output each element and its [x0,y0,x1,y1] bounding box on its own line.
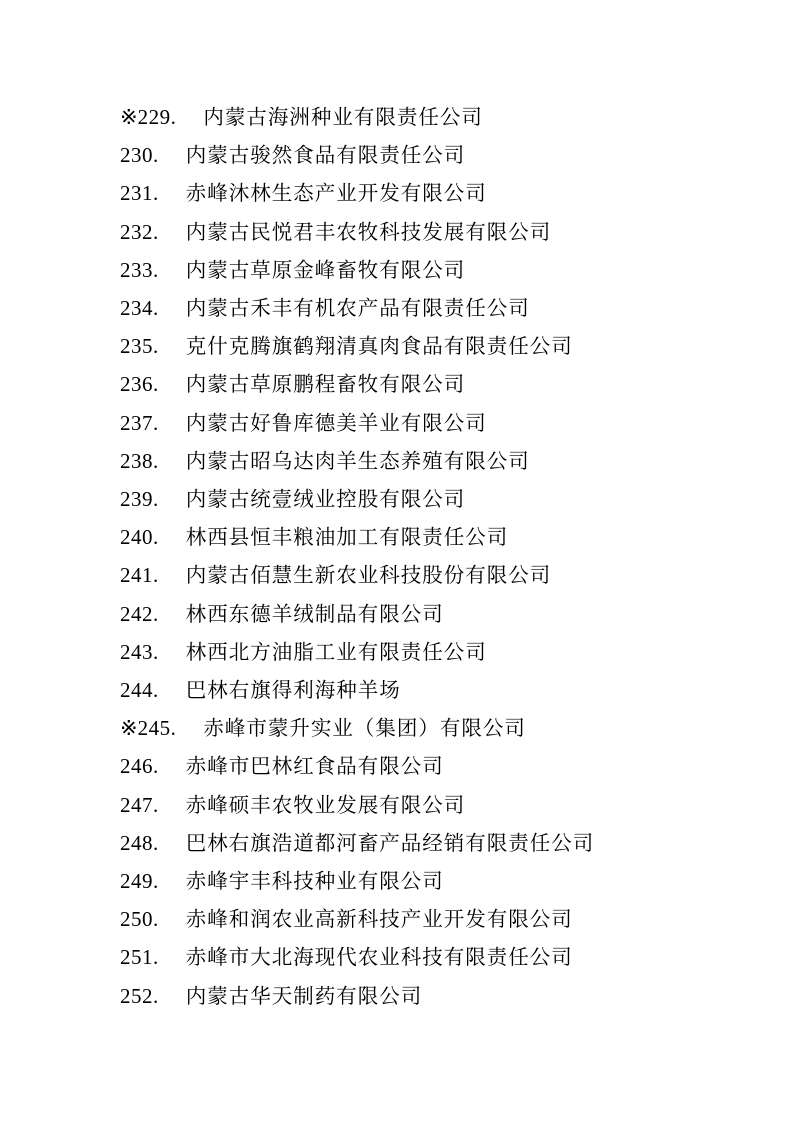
item-number: 244. [120,678,159,703]
item-number: 247. [120,792,159,817]
list-item [120,328,723,366]
item-number: 252. [120,983,159,1008]
list-item [120,405,723,443]
list-item [120,519,723,557]
item-number: 241. [120,563,159,588]
item-number: 251. [120,945,159,970]
item-number: 249. [120,869,159,894]
list-item [120,252,723,290]
list-item [120,366,723,404]
list-item [120,939,723,977]
list-item [120,787,723,825]
item-number: 237. [120,410,159,435]
list-item [120,863,723,901]
list-item [120,710,723,748]
list-item [120,99,723,137]
company-name: 内蒙古统壹绒业控股有限公司 [185,489,466,512]
list-item [120,825,723,863]
item-number: 246. [120,754,159,779]
company-name: 内蒙古草原鹏程畜牧有限公司 [185,374,466,397]
list-item [120,175,723,213]
item-number: 238. [120,448,159,473]
company-name: 内蒙古草原金峰畜牧有限公司 [185,259,466,282]
company-name: 内蒙古昭乌达肉羊生态养殖有限公司 [185,450,530,473]
item-number: 230. [120,143,159,168]
reference-mark: ※ [120,716,138,741]
company-name: 内蒙古禾丰有机农产品有限责任公司 [185,298,530,321]
list-item [120,290,723,328]
list-item [120,443,723,481]
company-name: 克什克腾旗鹤翔清真肉食品有限责任公司 [185,336,573,359]
company-name: 赤峰宇丰科技种业有限公司 [185,871,444,894]
company-name: 赤峰沐林生态产业开发有限公司 [185,183,487,206]
company-name: 内蒙古佰慧生新农业科技股份有限公司 [185,565,552,588]
company-name: 林西东德羊绒制品有限公司 [185,603,444,626]
company-name: 赤峰硕丰农牧业发展有限公司 [185,794,466,817]
company-name: 内蒙古好鲁库德美羊业有限公司 [185,412,487,435]
list-item [120,137,723,175]
company-name: 内蒙古民悦君丰农牧科技发展有限公司 [185,221,552,244]
list-item [120,672,723,710]
list-item [120,481,723,519]
list-item [120,557,723,595]
company-name: 内蒙古海洲种业有限责任公司 [203,107,483,129]
company-name: 赤峰和润农业高新科技产业开发有限公司 [185,909,573,932]
company-list [120,99,723,1016]
item-number: 233. [120,257,159,282]
item-number: 248. [120,830,159,855]
item-number: 245. [137,716,177,741]
company-name: 巴林右旗浩道都河畜产品经销有限责任公司 [185,832,595,855]
company-name: 赤峰市巴林红食品有限公司 [185,756,444,779]
item-number: 232. [120,219,159,244]
company-name: 内蒙古骏然食品有限责任公司 [185,145,466,168]
list-item [120,978,723,1016]
company-name: 林西北方油脂工业有限责任公司 [185,641,487,664]
item-number: 239. [120,487,159,512]
company-name: 内蒙古华天制药有限公司 [185,985,423,1008]
item-number: 229. [137,105,177,129]
item-number: 236. [120,372,159,397]
company-name: 赤峰市大北海现代农业科技有限责任公司 [185,947,573,970]
list-item [120,214,723,252]
company-name: 赤峰市蒙升实业（集团）有限公司 [203,718,526,741]
item-number: 231. [120,181,159,206]
list-item [120,596,723,634]
reference-mark: ※ [120,105,138,129]
item-number: 243. [120,639,159,664]
list-item [120,901,723,939]
item-number: 235. [120,334,159,359]
list-item [120,634,723,672]
item-number: 242. [120,601,159,626]
item-number: 234. [120,296,159,321]
company-name: 巴林右旗得利海种羊场 [185,680,401,703]
item-number: 250. [120,907,159,932]
list-item [120,748,723,786]
item-number: 240. [120,525,159,550]
company-name: 林西县恒丰粮油加工有限责任公司 [185,527,509,550]
